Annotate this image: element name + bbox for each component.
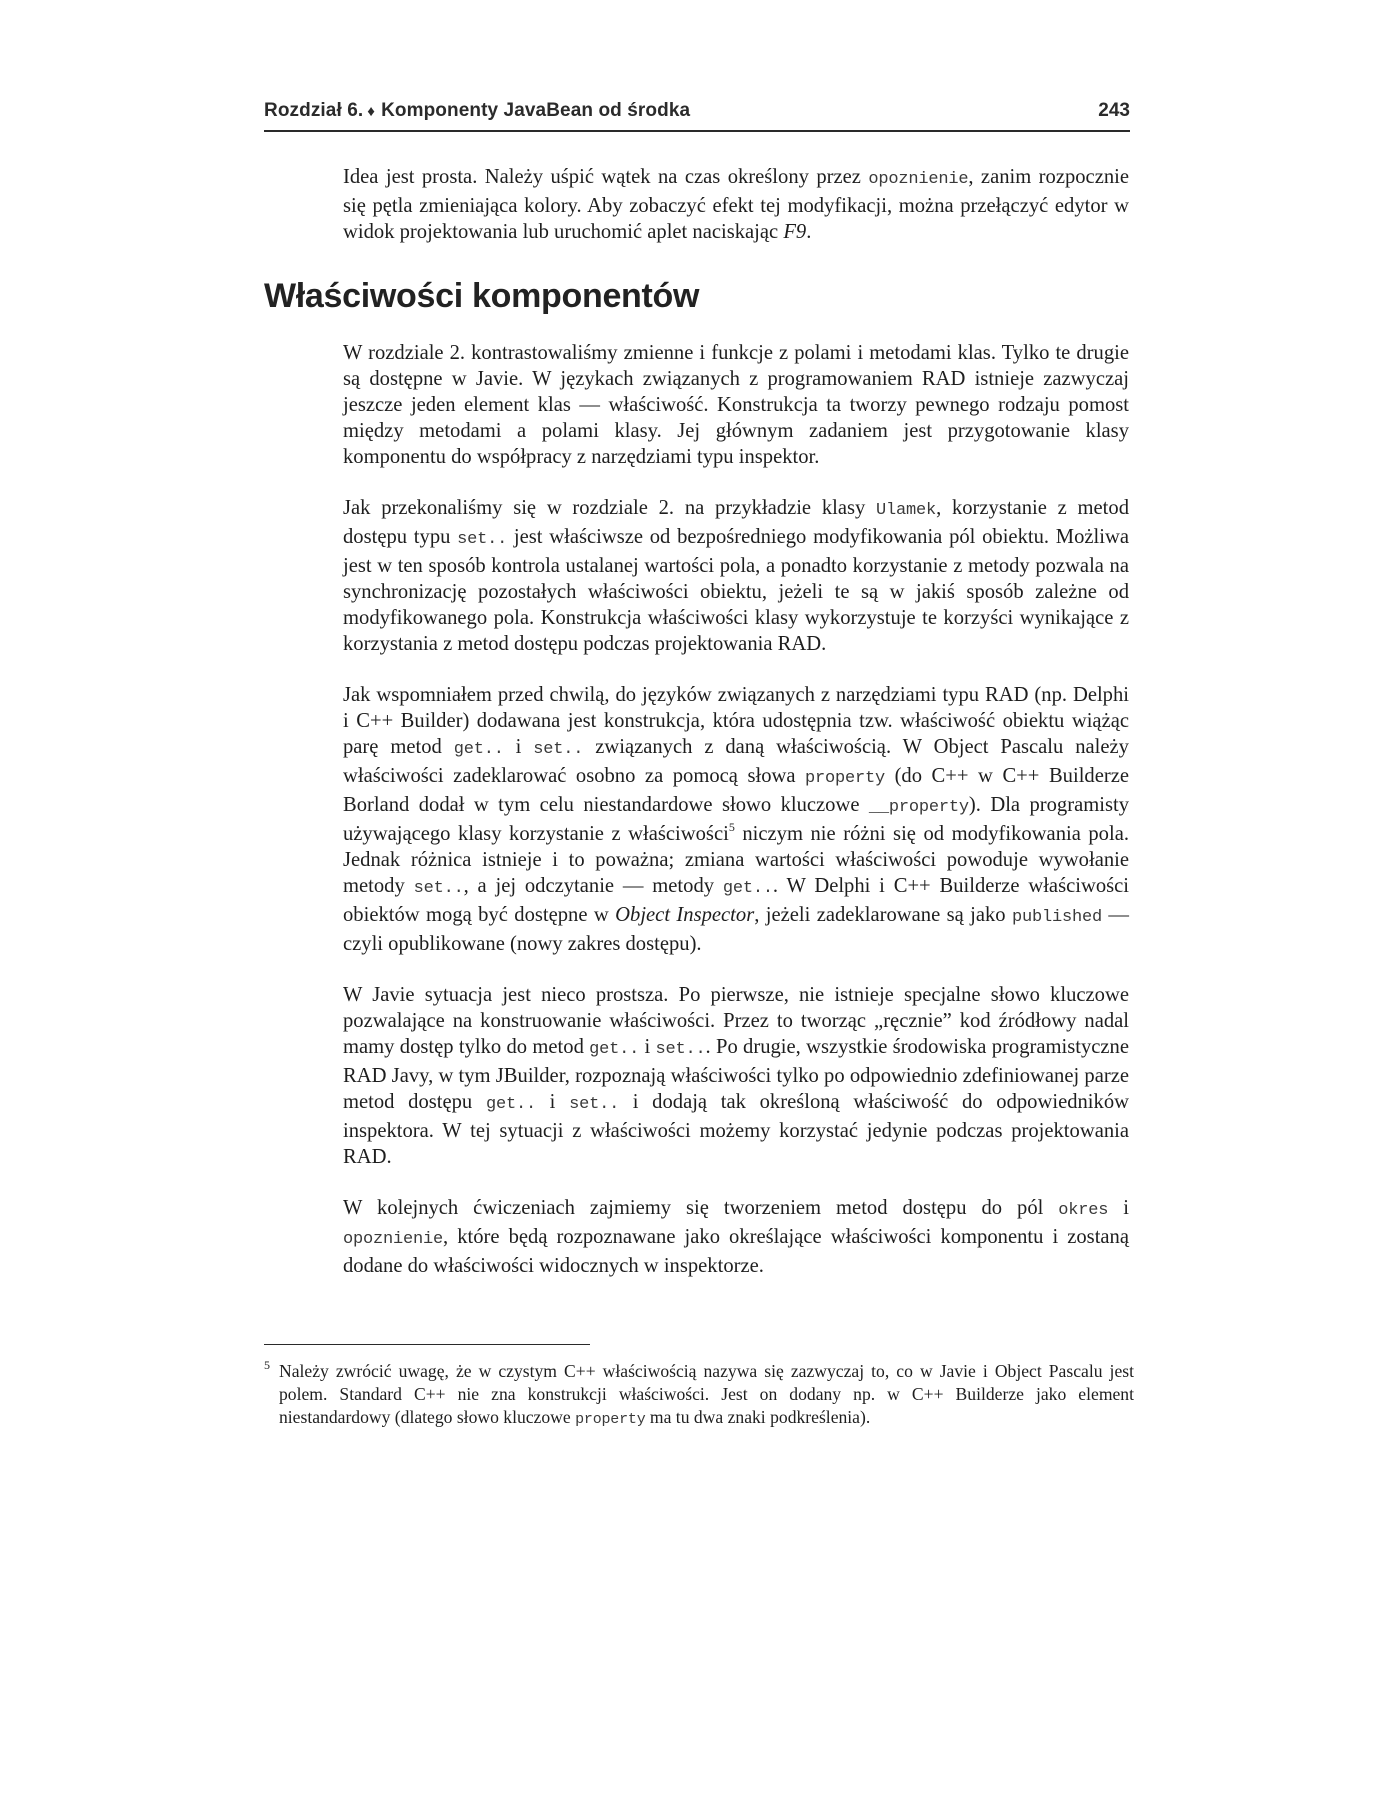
text-run: W Javie sytuacja jest nieco prostsza. Po pierwsze, nie istnieje specjalne słowo kluczowe pozwalające na konstruowanie właściwości. Przez to tworząc „ręcznie” kod źródłowy nadal mamy dostęp tylko do metod — [343, 984, 1129, 1058]
section-body — [343, 340, 1129, 1279]
text-run: i — [535, 1091, 570, 1113]
text-run: i dodają tak określoną właściwość do odpowiedników inspektora. W tej sytuacji z właściwości możemy korzystać jedynie podczas projektowania RAD. — [343, 1091, 1129, 1168]
chapter-label: Rozdział 6. — [264, 100, 364, 121]
paragraph-5 — [343, 1195, 1129, 1279]
key-name: F9 — [783, 221, 807, 243]
text-run: , korzystanie z metod dostępu typu — [343, 497, 1129, 548]
section-heading: Właściwości komponentów — [264, 277, 700, 315]
code-identifier: Ulamek — [876, 501, 937, 520]
text-run: — czyli opublikowane (nowy zakres dostępu). — [343, 904, 1129, 955]
text-run: , zanim rozpocznie się pętla zmieniająca kolory. Aby zobaczyć efekt tej modyfikacji, można przełączyć edytor w widok projektowania lub uruchomić aplet naciskając — [343, 166, 1129, 243]
code-identifier: opoznienie — [343, 1230, 444, 1249]
text-run: związanych z daną właściwością. W Object Pascalu należy właściwości zadeklarować osobno za pomocą słowa — [343, 736, 1129, 787]
text-run: ). Dla programisty używającego klasy korzystanie z właściwości — [343, 794, 1129, 845]
code-identifier: okres — [1058, 1201, 1109, 1220]
paragraph-4 — [343, 982, 1129, 1170]
text-run: Jak przekonaliśmy się w rozdziale 2. na przykładzie klasy — [343, 497, 877, 519]
text-run: Jak wspomniałem przed chwilą, do języków związanych z narzędziami typu RAD (np. Delphi i C++ Builder) dodawana jest konstrukcja, która udostępnia tzw. właściwość obiektu wiążąc parę metod — [343, 684, 1129, 758]
footnote-number: 5 — [264, 1358, 270, 1372]
page-number: 243 — [1098, 100, 1130, 121]
code-identifier: __property — [868, 798, 969, 817]
code-identifier: set.. — [457, 530, 508, 549]
italic-term: Object Inspector — [615, 904, 755, 926]
text-run: . Po drugie, wszystkie środowiska programistyczne RAD Javy, w tym JBuilder, rozpoznają właściwości tylko po odpowiednio zdefiniowanej parze metod dostępu — [343, 1036, 1129, 1113]
text-run: ma tu dwa znaki podkreślenia). — [645, 1407, 871, 1427]
chapter-title-line — [264, 100, 690, 122]
running-header — [264, 98, 1130, 132]
text-run: i — [639, 1036, 656, 1058]
code-identifier: published — [1012, 908, 1103, 927]
text-run: W kolejnych ćwiczeniach zajmiemy się tworzeniem metod dostępu do pól — [343, 1197, 1059, 1219]
intro-block — [343, 164, 1129, 245]
code-identifier: get.. — [453, 740, 504, 759]
text-run: , które będą rozpoznawane jako określające właściwości komponentu i zostaną dodane do właściwości widocznych w inspektorze. — [343, 1226, 1129, 1277]
code-identifier: set.. — [413, 879, 464, 898]
text-run: . W Delphi i C++ Builderze właściwości obiektów mogą być dostępne w — [343, 875, 1129, 926]
code-identifier: set.. — [569, 1095, 620, 1114]
text-run: Idea jest prosta. Należy uśpić wątek na czas określony przez — [343, 166, 869, 188]
text-run: niczym nie różni się od modyfikowania pola. Jednak różnica istnieje i to poważna; zmiana wartości właściwości powoduje wywołanie metody — [343, 823, 1129, 897]
code-identifier: get.. — [589, 1040, 640, 1059]
text-run: (do C++ w C++ Builderze Borland dodał w tym celu niestandardowe słowo kluczowe — [343, 765, 1129, 816]
code-identifier: set.. — [655, 1040, 706, 1059]
footnote-divider — [264, 1344, 590, 1345]
text-run: . — [806, 221, 812, 243]
footnote-reference: 5 — [728, 820, 735, 834]
text-run: i — [1108, 1197, 1129, 1219]
code-identifier: set.. — [533, 740, 584, 759]
diamond-separator-icon: ♦ — [367, 103, 376, 120]
code-identifier: property — [805, 769, 886, 788]
text-run: jest właściwsze od bezpośredniego modyfikowania pól obiektu. Możliwa jest w ten sposób kontrola ustalanej wartości pola, a ponadto korzystanie z metody pozwala na synchronizację pozostałych właściwości obiektu, jeżeli te są w jakiś sposób zależne od modyfikowanego pola. Konstrukcja właściwości klasy wykorzystuje te korzyści wynikające z korzystania z metod dostępu podczas projektowania RAD. — [343, 526, 1129, 655]
text-run: , jeżeli zadeklarowane są jako — [754, 904, 1012, 926]
text-run: Należy zwrócić uwagę, że w czystym C++ właściwością nazywa się zazwyczaj to, co w Javie i Object Pascalu jest polem. Standard C++ nie zna konstrukcji właściwości. Jest on dodany np. w C++ Builderze jako element niestandardowy (dlatego słowo kluczowe — [279, 1361, 1134, 1427]
text-run: i — [503, 736, 534, 758]
intro-paragraph — [343, 164, 1129, 245]
paragraph-3 — [343, 682, 1129, 957]
paragraph-1: W rozdziale 2. kontrastowaliśmy zmienne i funkcje z polami i metodami klas. Tylko te drugie są dostępne w Javie. W językach związanych z programowaniem RAD istnieje zazwyczaj jeszcze jeden element klas — właściwość. Konstrukcja ta tworzy pewnego rodzaju pomost między metodami a polami klasy. Jej głównym zadaniem jest przygotowanie klasy komponentu do współpracy z narzędziami typu inspektor. — [343, 342, 1129, 468]
chapter-title: Komponenty JavaBean od środka — [381, 100, 691, 121]
code-identifier: get.. — [485, 1095, 536, 1114]
code-identifier: property — [575, 1411, 646, 1428]
text-run: , a jej odczytanie — metody — [463, 875, 723, 897]
footnote-text — [264, 1360, 1134, 1431]
code-identifier: get.. — [722, 879, 773, 898]
footnote — [264, 1360, 1134, 1431]
paragraph-2 — [343, 495, 1129, 657]
code-identifier: opoznienie — [868, 170, 969, 189]
